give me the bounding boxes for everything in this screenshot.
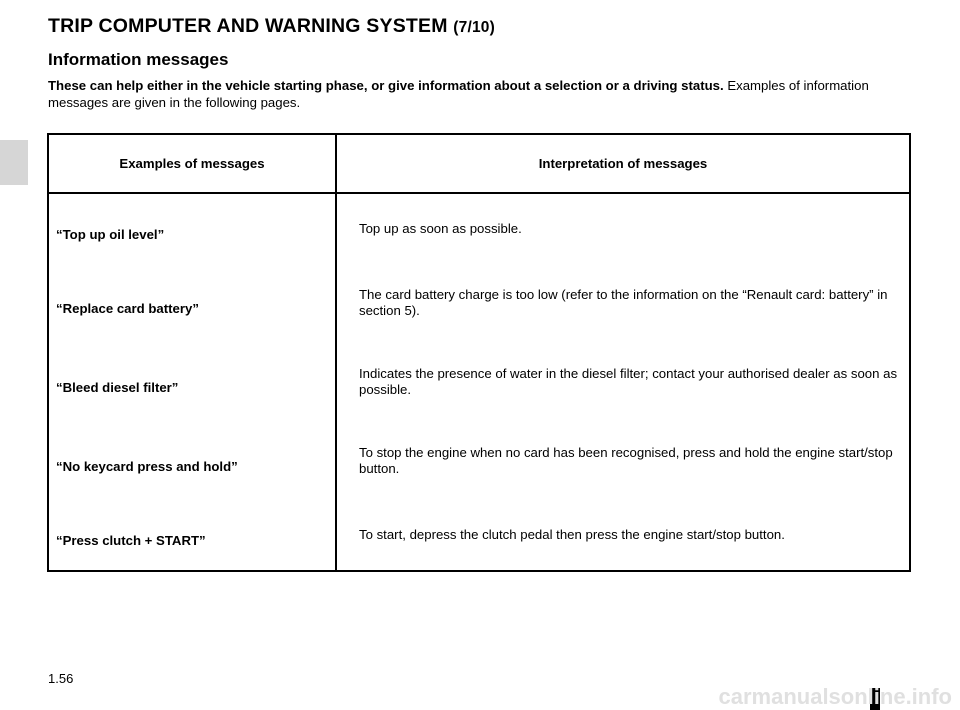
title-part: (7/10) xyxy=(453,19,495,36)
title-text: TRIP COMPUTER AND WARNING SYSTEM xyxy=(48,15,448,37)
message-cell: “Replace card battery” xyxy=(48,264,336,343)
message-cell: “No keycard press and hold” xyxy=(48,421,336,500)
message-cell: “Top up oil level” xyxy=(48,193,336,264)
message-cell: “Bleed diesel filter” xyxy=(48,343,336,422)
section-tab xyxy=(0,140,28,185)
table-row xyxy=(48,500,910,571)
table-header-row xyxy=(48,134,910,193)
interpretation-cell: Top up as soon as possible. xyxy=(359,221,522,237)
watermark: carmanualsonline.info xyxy=(718,684,952,709)
intro-paragraph xyxy=(48,78,914,111)
table-row xyxy=(48,193,910,264)
interpretation-cell: Indicates the presence of water in the diesel filter; contact your authorised dealer as soon as possible. xyxy=(359,365,898,397)
page-number: 1.56 xyxy=(48,671,74,686)
interpretation-cell: The card battery charge is too low (refer to the information on the “Renault card: battery” in section 5). xyxy=(359,287,888,319)
header-examples: Examples of messages xyxy=(48,134,336,193)
table-row xyxy=(48,343,910,422)
table-row xyxy=(48,264,910,343)
header-interpretation: Interpretation of messages xyxy=(336,134,910,193)
section-heading: Information messages xyxy=(48,50,229,69)
page-title xyxy=(48,15,495,38)
intro-bold: These can help either in the vehicle starting phase, or give information about a selection or a driving status. xyxy=(48,78,724,93)
interpretation-cell: To stop the engine when no card has been recognised, press and hold the engine start/stop button. xyxy=(359,444,893,476)
intro-regular: Examples of information messages are given in the following pages. xyxy=(48,78,869,110)
message-cell: “Press clutch + START” xyxy=(48,500,336,571)
interpretation-cell: To start, depress the clutch pedal then press the engine start/stop button. xyxy=(359,526,785,542)
messages-table xyxy=(47,133,911,572)
table-row xyxy=(48,421,910,500)
